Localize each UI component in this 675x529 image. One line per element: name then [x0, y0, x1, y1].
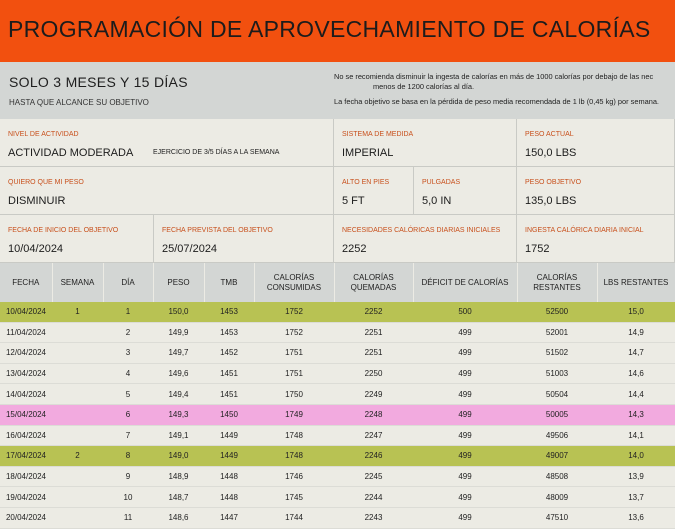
table-cell[interactable] [52, 343, 103, 364]
table-cell[interactable]: 1751 [254, 343, 334, 364]
summary-band [0, 62, 675, 119]
table-cell[interactable]: 499 [413, 363, 517, 384]
column-header[interactable]: TMB [204, 263, 254, 302]
field-value: ACTIVIDAD MODERADA [8, 147, 134, 159]
table-cell[interactable]: 1452 [204, 343, 254, 364]
table-cell[interactable]: 48009 [517, 487, 597, 508]
table-row [0, 343, 675, 364]
table-cell[interactable]: 1448 [204, 487, 254, 508]
table-cell[interactable]: 149,3 [153, 404, 204, 425]
table-cell[interactable]: 2247 [334, 425, 413, 446]
table-cell[interactable]: 8 [103, 446, 153, 467]
field-label: QUIERO QUE MI PESO [8, 179, 84, 186]
field-value: 10/04/2024 [8, 243, 64, 255]
table-cell[interactable]: 149,9 [153, 322, 204, 343]
table-cell[interactable]: 1748 [254, 425, 334, 446]
table-cell[interactable]: 11 [103, 507, 153, 528]
table-row [0, 404, 675, 425]
table-cell[interactable]: 51502 [517, 343, 597, 364]
table-cell[interactable]: 2 [52, 446, 103, 467]
table-cell[interactable]: 1 [103, 302, 153, 322]
table-cell[interactable] [52, 466, 103, 487]
table-cell[interactable]: 2243 [334, 507, 413, 528]
calorie-schedule-table [0, 263, 675, 529]
table-cell[interactable]: 4 [103, 363, 153, 384]
table-cell[interactable]: 6 [103, 404, 153, 425]
field-label: PESO OBJETIVO [525, 179, 582, 186]
start-date-field[interactable] [0, 215, 154, 263]
table-cell[interactable]: 2251 [334, 322, 413, 343]
table-cell[interactable]: 149,0 [153, 446, 204, 467]
table-cell[interactable]: 1751 [254, 363, 334, 384]
table-cell[interactable]: 49007 [517, 446, 597, 467]
activity-note: EJERCICIO DE 3/5 DÍAS A LA SEMANA [153, 149, 280, 156]
column-header[interactable]: DÍA [103, 263, 153, 302]
field-label: PESO ACTUAL [525, 131, 574, 138]
table-cell[interactable]: 17/04/2024 [0, 446, 52, 467]
table-cell[interactable]: 5 [103, 384, 153, 405]
height-inches-field[interactable] [414, 167, 517, 215]
field-label: SISTEMA DE MEDIDA [342, 131, 414, 138]
field-label: NECESIDADES CALÓRICAS DIARIAS INICIALES [342, 227, 501, 234]
table-cell[interactable]: 16/04/2024 [0, 425, 52, 446]
table-cell[interactable]: 1749 [254, 404, 334, 425]
table-cell[interactable]: 52500 [517, 302, 597, 322]
table-cell[interactable]: 19/04/2024 [0, 487, 52, 508]
table-cell[interactable] [52, 363, 103, 384]
table-cell[interactable]: 1449 [204, 446, 254, 467]
page-header [0, 0, 675, 62]
table-cell[interactable] [52, 322, 103, 343]
table-cell[interactable]: 14,4 [597, 384, 675, 405]
target-date-field[interactable] [154, 215, 334, 263]
column-header[interactable]: SEMANA [52, 263, 103, 302]
table-cell[interactable]: 1750 [254, 384, 334, 405]
calorie-warning-note: No se recomienda disminuir la ingesta de calorías en más de 1000 calorías por debajo de las nec menos de 1200 calorías al día. [334, 72, 654, 91]
table-cell[interactable]: 13/04/2024 [0, 363, 52, 384]
height-feet-field[interactable] [334, 167, 414, 215]
table-cell[interactable]: 14,9 [597, 322, 675, 343]
column-header[interactable]: FECHA [0, 263, 52, 302]
column-header[interactable]: CALORÍAS CONSUMIDAS [254, 263, 334, 302]
table-cell[interactable]: 14,3 [597, 404, 675, 425]
table-cell[interactable]: 18/04/2024 [0, 466, 52, 487]
time-to-goal-hint: HASTA QUE ALCANCE SU OBJETIVO [9, 98, 149, 107]
table-cell[interactable]: 10/04/2024 [0, 302, 52, 322]
table-cell[interactable]: 15/04/2024 [0, 404, 52, 425]
page-title: PROGRAMACIÓN DE APROVECHAMIENTO DE CALORÍAS [8, 16, 651, 42]
field-value: 150,0 LBS [525, 147, 577, 159]
table-cell[interactable]: 1744 [254, 507, 334, 528]
field-label: FECHA PREVISTA DEL OBJETIVO [162, 227, 273, 234]
field-label: FECHA DE INICIO DEL OBJETIVO [8, 227, 119, 234]
table-cell[interactable]: 2250 [334, 363, 413, 384]
field-value: 2252 [342, 243, 367, 255]
table-body [0, 302, 675, 528]
table-cell[interactable]: 14/04/2024 [0, 384, 52, 405]
table-cell[interactable]: 499 [413, 404, 517, 425]
table-cell[interactable]: 9 [103, 466, 153, 487]
field-value: 1752 [525, 243, 550, 255]
table-cell[interactable]: 1752 [254, 302, 334, 322]
table-cell[interactable]: 499 [413, 343, 517, 364]
table-cell[interactable]: 13,6 [597, 507, 675, 528]
column-header[interactable]: CALORÍAS RESTANTES [517, 263, 597, 302]
table-cell[interactable]: 1453 [204, 302, 254, 322]
table-cell[interactable] [52, 487, 103, 508]
table-row [0, 466, 675, 487]
field-value: 25/07/2024 [162, 243, 218, 255]
calorie-needs-field [334, 215, 517, 263]
table-cell[interactable]: 52001 [517, 322, 597, 343]
table-cell[interactable]: 47510 [517, 507, 597, 528]
table-cell[interactable]: 1 [52, 302, 103, 322]
table-cell[interactable]: 1748 [254, 446, 334, 467]
target-date-note: La fecha objetivo se basa en la pérdida de peso media recomendada de 1 lb (0,45 kg) por semana. [334, 97, 659, 106]
table-cell[interactable]: 1746 [254, 466, 334, 487]
table-cell[interactable]: 2244 [334, 487, 413, 508]
table-header-row [0, 263, 675, 302]
table-cell[interactable]: 3 [103, 343, 153, 364]
table-cell[interactable]: 2 [103, 322, 153, 343]
field-value: 5,0 IN [422, 195, 452, 207]
table-row [0, 322, 675, 343]
table-cell[interactable]: 499 [413, 487, 517, 508]
field-value: DISMINUIR [8, 195, 66, 207]
table-row [0, 363, 675, 384]
table-cell[interactable]: 14,1 [597, 425, 675, 446]
table-cell[interactable]: 1447 [204, 507, 254, 528]
table-row [0, 446, 675, 467]
time-to-goal: SOLO 3 MESES Y 15 DÍAS [9, 74, 188, 90]
table-cell[interactable] [52, 507, 103, 528]
table-cell[interactable]: 499 [413, 507, 517, 528]
table-cell[interactable]: 149,7 [153, 343, 204, 364]
measurement-system-field[interactable] [334, 119, 517, 167]
table-cell[interactable] [52, 425, 103, 446]
table-cell[interactable]: 1448 [204, 466, 254, 487]
table-cell[interactable]: 1451 [204, 363, 254, 384]
table-row [0, 487, 675, 508]
table-cell[interactable]: 149,1 [153, 425, 204, 446]
table-cell[interactable] [52, 384, 103, 405]
table-cell[interactable]: 50005 [517, 404, 597, 425]
table-row [0, 507, 675, 528]
table-cell[interactable]: 1745 [254, 487, 334, 508]
table-cell[interactable]: 2245 [334, 466, 413, 487]
table-cell[interactable]: 148,9 [153, 466, 204, 487]
column-header[interactable]: LBS RESTANTES [597, 263, 675, 302]
table-cell[interactable]: 51003 [517, 363, 597, 384]
table-cell[interactable]: 149,6 [153, 363, 204, 384]
table-cell[interactable]: 2251 [334, 343, 413, 364]
table-cell[interactable]: 150,0 [153, 302, 204, 322]
table-cell[interactable]: 50504 [517, 384, 597, 405]
table-cell[interactable]: 2246 [334, 446, 413, 467]
weight-goal-field[interactable] [0, 167, 334, 215]
table-cell[interactable]: 20/04/2024 [0, 507, 52, 528]
table-cell[interactable]: 148,6 [153, 507, 204, 528]
table-cell[interactable]: 13,9 [597, 466, 675, 487]
table-cell[interactable]: 500 [413, 302, 517, 322]
column-header[interactable]: PESO [153, 263, 204, 302]
table-cell[interactable]: 1451 [204, 384, 254, 405]
table-cell[interactable] [52, 404, 103, 425]
table-cell[interactable]: 1450 [204, 404, 254, 425]
input-grid [0, 119, 675, 263]
table-cell[interactable]: 11/04/2024 [0, 322, 52, 343]
table-cell[interactable]: 1752 [254, 322, 334, 343]
field-label: PULGADAS [422, 179, 461, 186]
table-cell[interactable]: 2248 [334, 404, 413, 425]
table-cell[interactable]: 13,7 [597, 487, 675, 508]
table-cell[interactable]: 499 [413, 466, 517, 487]
table-cell[interactable]: 49506 [517, 425, 597, 446]
field-label: NIVEL DE ACTIVIDAD [8, 131, 79, 138]
current-weight-field[interactable] [517, 119, 675, 167]
table-cell[interactable]: 7 [103, 425, 153, 446]
table-cell[interactable]: 10 [103, 487, 153, 508]
table-cell[interactable]: 14,7 [597, 343, 675, 364]
calorie-intake-field [517, 215, 675, 263]
field-value: 135,0 LBS [525, 195, 577, 207]
table-cell[interactable]: 499 [413, 425, 517, 446]
table-cell[interactable]: 2249 [334, 384, 413, 405]
table-cell[interactable]: 15,0 [597, 302, 675, 322]
table-cell[interactable]: 1453 [204, 322, 254, 343]
column-header[interactable]: DÉFICIT DE CALORÍAS [413, 263, 517, 302]
field-value: 5 FT [342, 195, 365, 207]
field-value: IMPERIAL [342, 147, 394, 159]
table-cell[interactable]: 499 [413, 446, 517, 467]
table-cell[interactable]: 14,0 [597, 446, 675, 467]
table-cell[interactable]: 48508 [517, 466, 597, 487]
table-cell[interactable]: 14,6 [597, 363, 675, 384]
table-cell[interactable]: 149,4 [153, 384, 204, 405]
table-cell[interactable]: 499 [413, 384, 517, 405]
table-cell[interactable]: 148,7 [153, 487, 204, 508]
table-row [0, 425, 675, 446]
table-row [0, 384, 675, 405]
table-cell[interactable]: 2252 [334, 302, 413, 322]
target-weight-field[interactable] [517, 167, 675, 215]
table-cell[interactable]: 499 [413, 322, 517, 343]
table-cell[interactable]: 12/04/2024 [0, 343, 52, 364]
activity-level-field[interactable] [0, 119, 334, 167]
field-label: ALTO EN PIES [342, 179, 390, 186]
field-label: INGESTA CALÓRICA DIARIA INICIAL [525, 227, 644, 234]
table-cell[interactable]: 1449 [204, 425, 254, 446]
column-header[interactable]: CALORÍAS QUEMADAS [334, 263, 413, 302]
table-row [0, 302, 675, 322]
